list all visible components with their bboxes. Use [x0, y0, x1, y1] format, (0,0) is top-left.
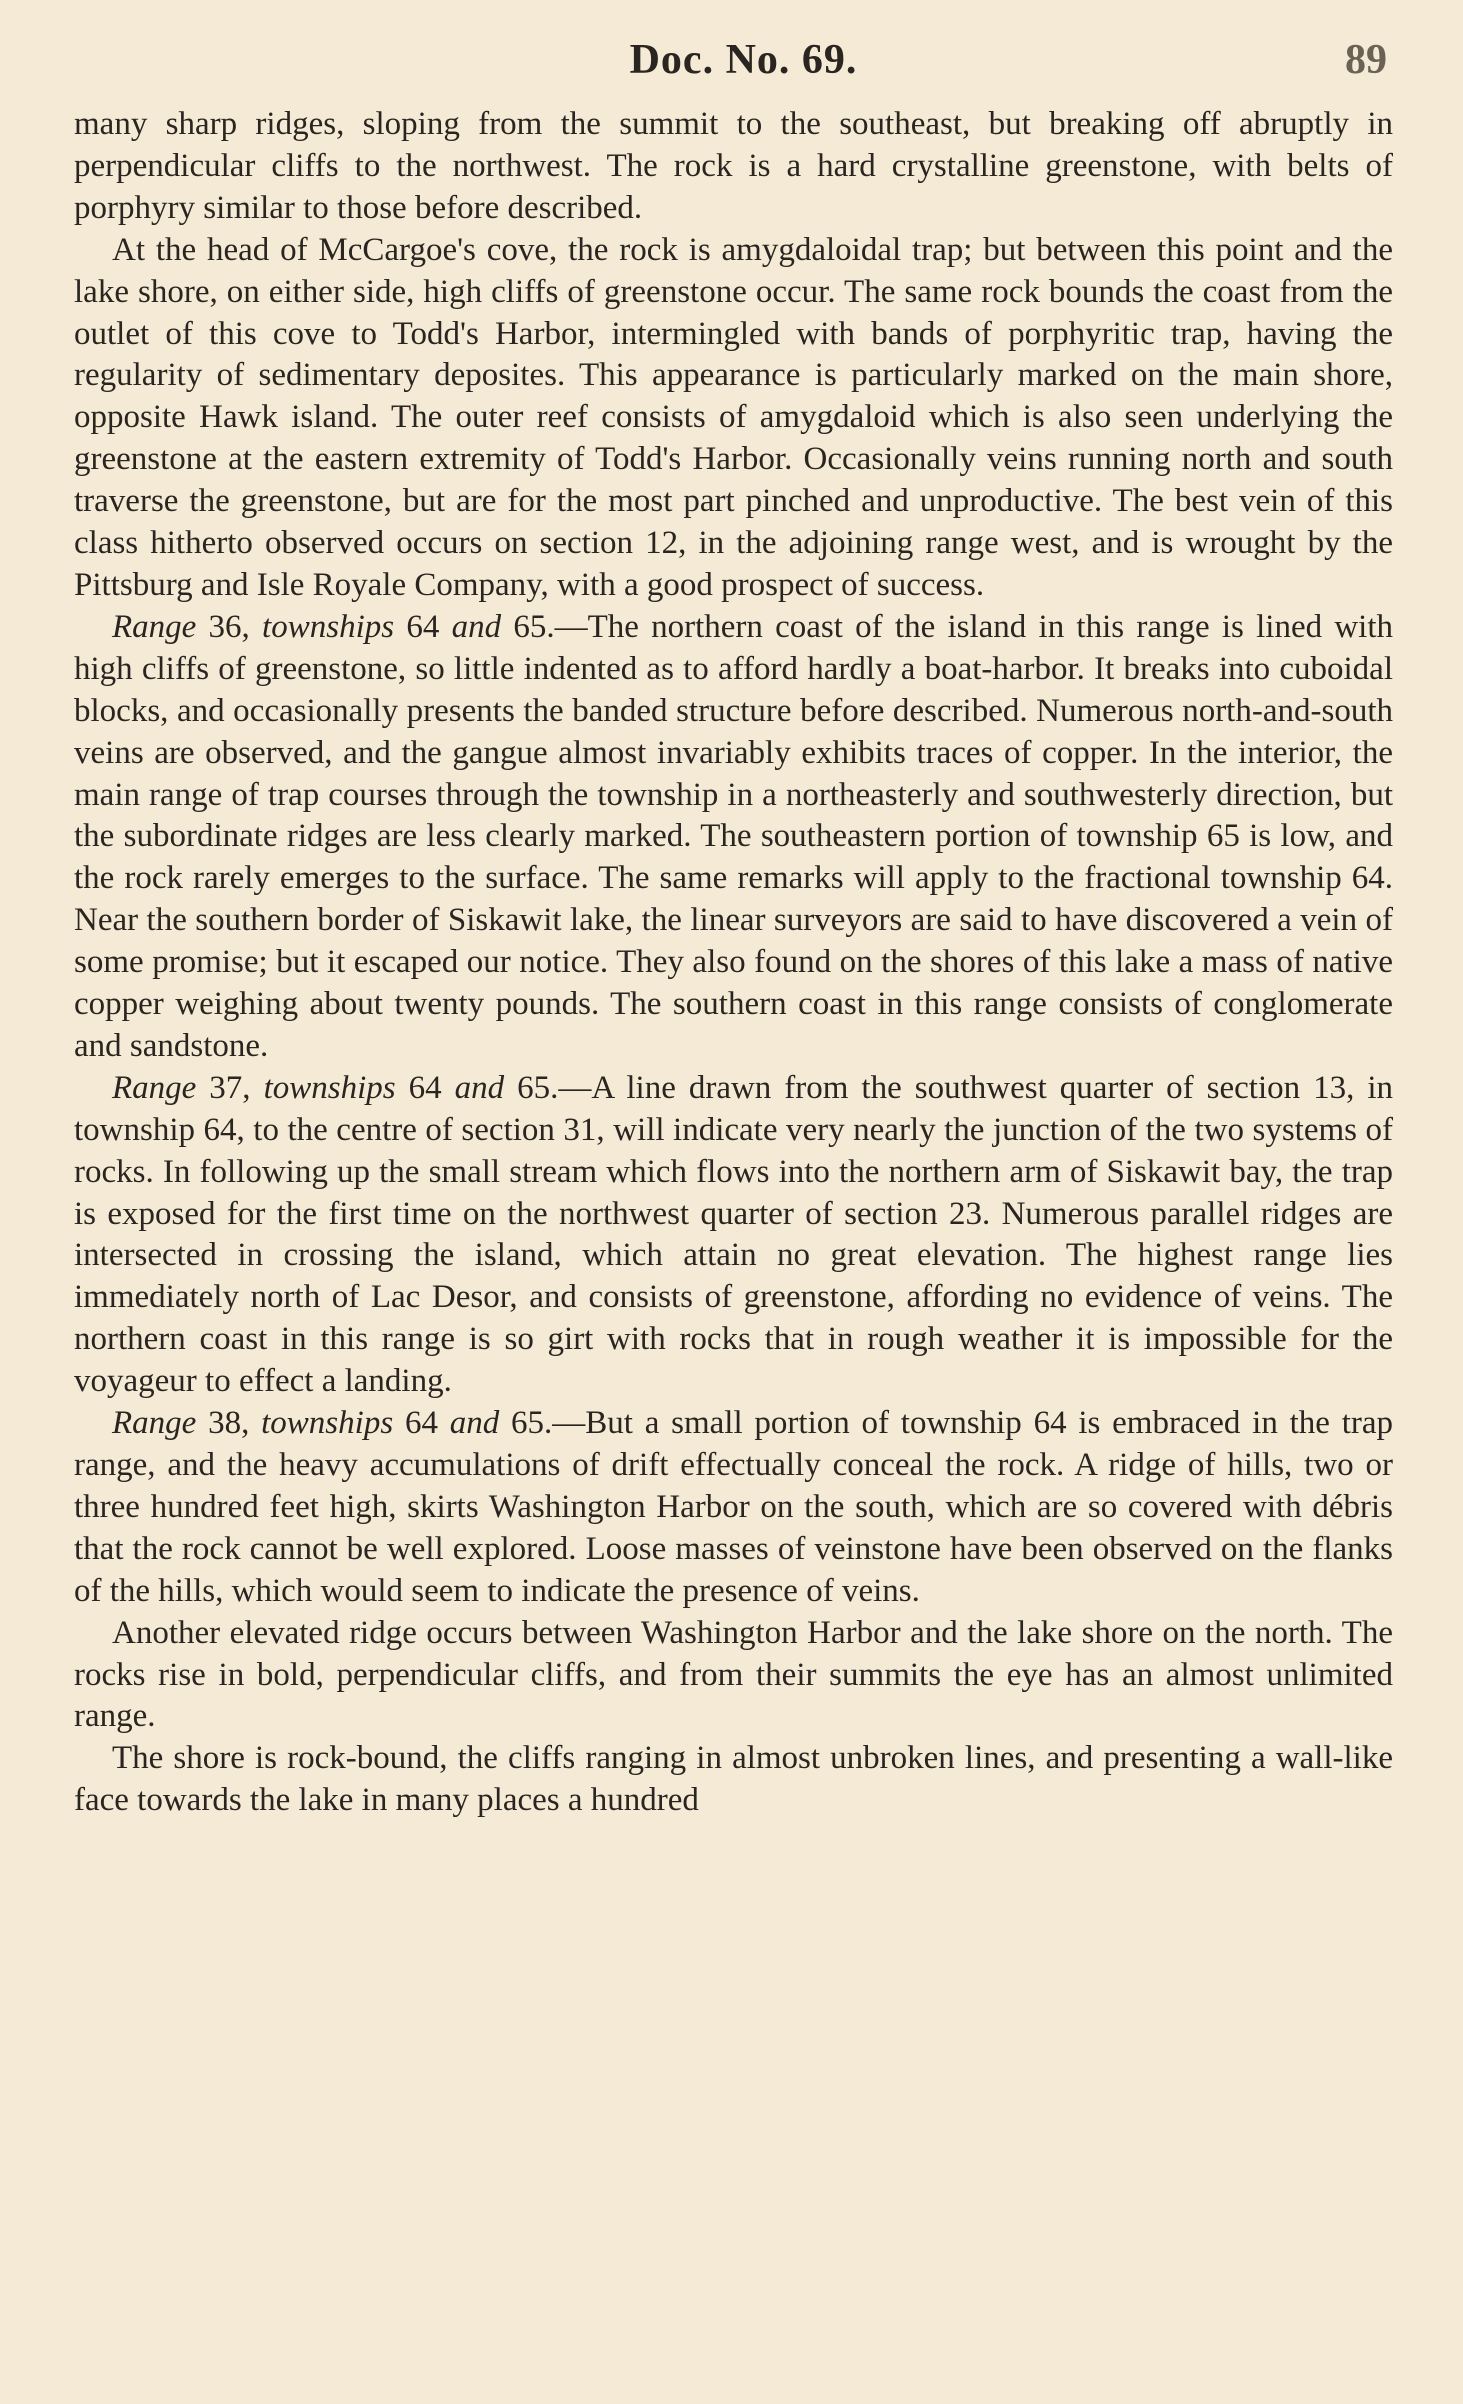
range-number: 36,: [196, 608, 263, 645]
paragraph-4-text: 65.—A line drawn from the southwest quarter of section 13, in township 64, to the centre of section 31, will indicate very nearly the junction of the two systems of rocks. In following up the small stream which flows into the northern arm of Siskawit bay, the trap is exposed for the first time on the northwest quarter of section 23. Numerous parallel ridges are intersected in crossing the island, which attain no great elevation. The highest range lies immediately north of Lac Desor, and consists of greenstone, affording no evidence of veins. The northern coast in this range is so girt with rocks that in rough weather it is impossible for the voyageur to effect a landing.: [74, 1069, 1394, 1400]
range-label: Range: [112, 1069, 197, 1106]
range-number: 38,: [196, 1405, 262, 1442]
range-number: 37,: [196, 1069, 264, 1106]
paragraph-7: The shore is rock-bound, the cliffs ranging in almost unbroken lines, and presenting a wall-like face towards the lake in many places a hundred: [74, 1740, 1393, 1819]
paragraph-2: At the head of McCargoe's cove, the rock is amygdaloidal trap; but between this point and the lake shore, on either side, high cliffs of greenstone occur. The same rock bounds the coast from the outlet of this cove to Todd's Harbor, intermingled with bands of porphyritic trap, having the regularity of sedimentary deposites. This appearance is particularly marked on the main shore, opposite Hawk island. The outer reef consists of amygdaloid which is also seen underlying the greenstone at the eastern extremity of Todd's Harbor. Occasionally veins running north and south traverse the greenstone, but are for the most part pinched and unproductive. The best vein of this class hitherto observed occurs on section 12, in the adjoining range west, and is wrought by the Pittsburg and Isle Royale Company, with a good prospect of success.: [74, 231, 1393, 603]
paragraph-5-text: 65.—But a small portion of township 64 is embraced in the trap range, and the heavy accumulations of drift effectually conceal the rock. A ridge of hills, two or three hundred feet high, skirts Washington Harbor on the south, which are so covered with débris that the rock cannot be well explored. Loose masses of veinstone have been observed on the flanks of the hills, which would seem to indicate the presence of veins.: [74, 1405, 1394, 1609]
paragraph-5: [74, 1403, 1393, 1613]
page-number: 89: [1345, 37, 1387, 83]
and-label: and: [451, 608, 502, 645]
townships-label: townships: [262, 608, 395, 645]
paragraph-3: [74, 607, 1393, 1068]
running-header: [74, 30, 1393, 90]
townships-label: townships: [263, 1069, 396, 1106]
and-label: and: [454, 1069, 505, 1106]
and-label: and: [449, 1405, 500, 1442]
paragraph-3-text: 65.—The northern coast of the island in this range is lined with high cliffs of greenstone, so little indented as to afford hardly a boat-harbor. It breaks into cuboidal blocks, and occasionally presents the banded structure before described. Numerous north-and-south veins are observed, and the gangue almost invariably exhibits traces of copper. In the interior, the main range of trap courses through the township in a northeasterly and southwesterly direction, but the subordinate ridges are less clearly marked. The southeastern portion of township 65 is low, and the rock rarely emerges to the surface. The same remarks will apply to the fractional township 64. Near the southern border of Siskawit lake, the linear surveyors are said to have discovered a vein of some promise; but it escaped our notice. They also found on the shores of this lake a mass of native copper weighing about twenty pounds. The southern coast in this range consists of conglomerate and sandstone.: [74, 608, 1394, 1064]
township-number: 64: [394, 608, 452, 645]
townships-label: townships: [261, 1405, 394, 1442]
township-number: 64: [393, 1405, 450, 1442]
body-text: [74, 104, 1393, 1822]
township-number: 64: [395, 1069, 455, 1106]
range-label: Range: [112, 1405, 197, 1442]
document-title: Doc. No. 69.: [629, 37, 858, 83]
paragraph-4: [74, 1068, 1393, 1403]
paragraph-1: many sharp ridges, sloping from the summit to the southeast, but breaking off abruptly in perpendicular cliffs to the northwest. The rock is a hard crystalline greenstone, with belts of porphyry similar to those before described.: [74, 106, 1393, 226]
paragraph-6: Another elevated ridge occurs between Washington Harbor and the lake shore on the north. The rocks rise in bold, perpendicular cliffs, and from their summits the eye has an almost unlimited range.: [74, 1614, 1393, 1735]
range-label: Range: [112, 608, 197, 645]
